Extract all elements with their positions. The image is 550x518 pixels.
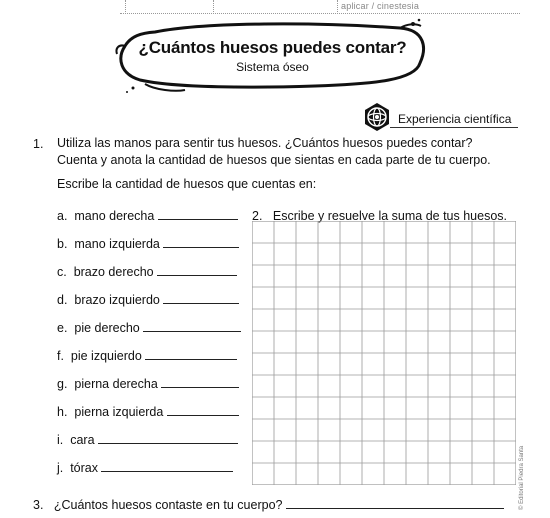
question-2-number: 2. [252,209,263,223]
list-item: c. brazo derecho [57,265,237,279]
answer-blank[interactable] [157,265,237,276]
header-strip [0,0,550,16]
list-item: b. mano izquierda [57,237,239,251]
title-banner [115,18,430,100]
copyright-vertical: © Editorial Piedra Santa [519,445,525,510]
answer-grid[interactable] [252,221,516,485]
question-3 [33,498,504,512]
answer-blank[interactable] [167,405,239,416]
answer-blank[interactable] [161,377,239,388]
list-item: e. pie derecho [57,321,241,335]
answer-blank[interactable] [158,209,238,220]
page-subtitle: Sistema óseo [236,60,309,74]
list-item: f. pie izquierdo [57,349,237,363]
list-item: d. brazo izquierdo [57,293,239,307]
list-item: i. cara [57,433,238,447]
answer-blank[interactable] [145,349,237,360]
badge-label: Experiencia científica [398,112,512,126]
question-2-text: Escribe y resuelve la suma de tus huesos. [272,209,508,223]
list-item: j. tórax [57,461,233,475]
atom-icon [362,102,392,132]
question-1-number: 1. [33,137,44,151]
list-item: g. pierna derecha [57,377,239,391]
answer-blank[interactable] [143,321,241,332]
question-3-text: ¿Cuántos huesos contaste en tu cuerpo? [53,498,283,512]
answer-blank[interactable] [163,293,239,304]
section-badge [360,102,520,128]
list-item: a. mano derecha [57,209,238,223]
brush-cloud-frame [115,18,430,100]
question-3-number: 3. [33,498,44,512]
answer-blank[interactable] [163,237,239,248]
page-title: ¿Cuántos huesos puedes contar? [138,38,407,57]
skill-label: aplicar / cinestesia [341,1,420,11]
question-1-text: Utiliza las manos para sentir tus huesos. ¿Cuántos huesos puedes contar? Cuenta y anota la cantidad de huesos que sientas en cada parte de tu cuerpo. [57,136,491,167]
answer-blank[interactable] [286,498,504,509]
answer-blank[interactable] [98,433,238,444]
answer-blank[interactable] [101,461,233,472]
list-item: h. pierna izquierda [57,405,239,419]
question-1-instruction: Escribe la cantidad de huesos que cuentas en: [57,177,317,191]
